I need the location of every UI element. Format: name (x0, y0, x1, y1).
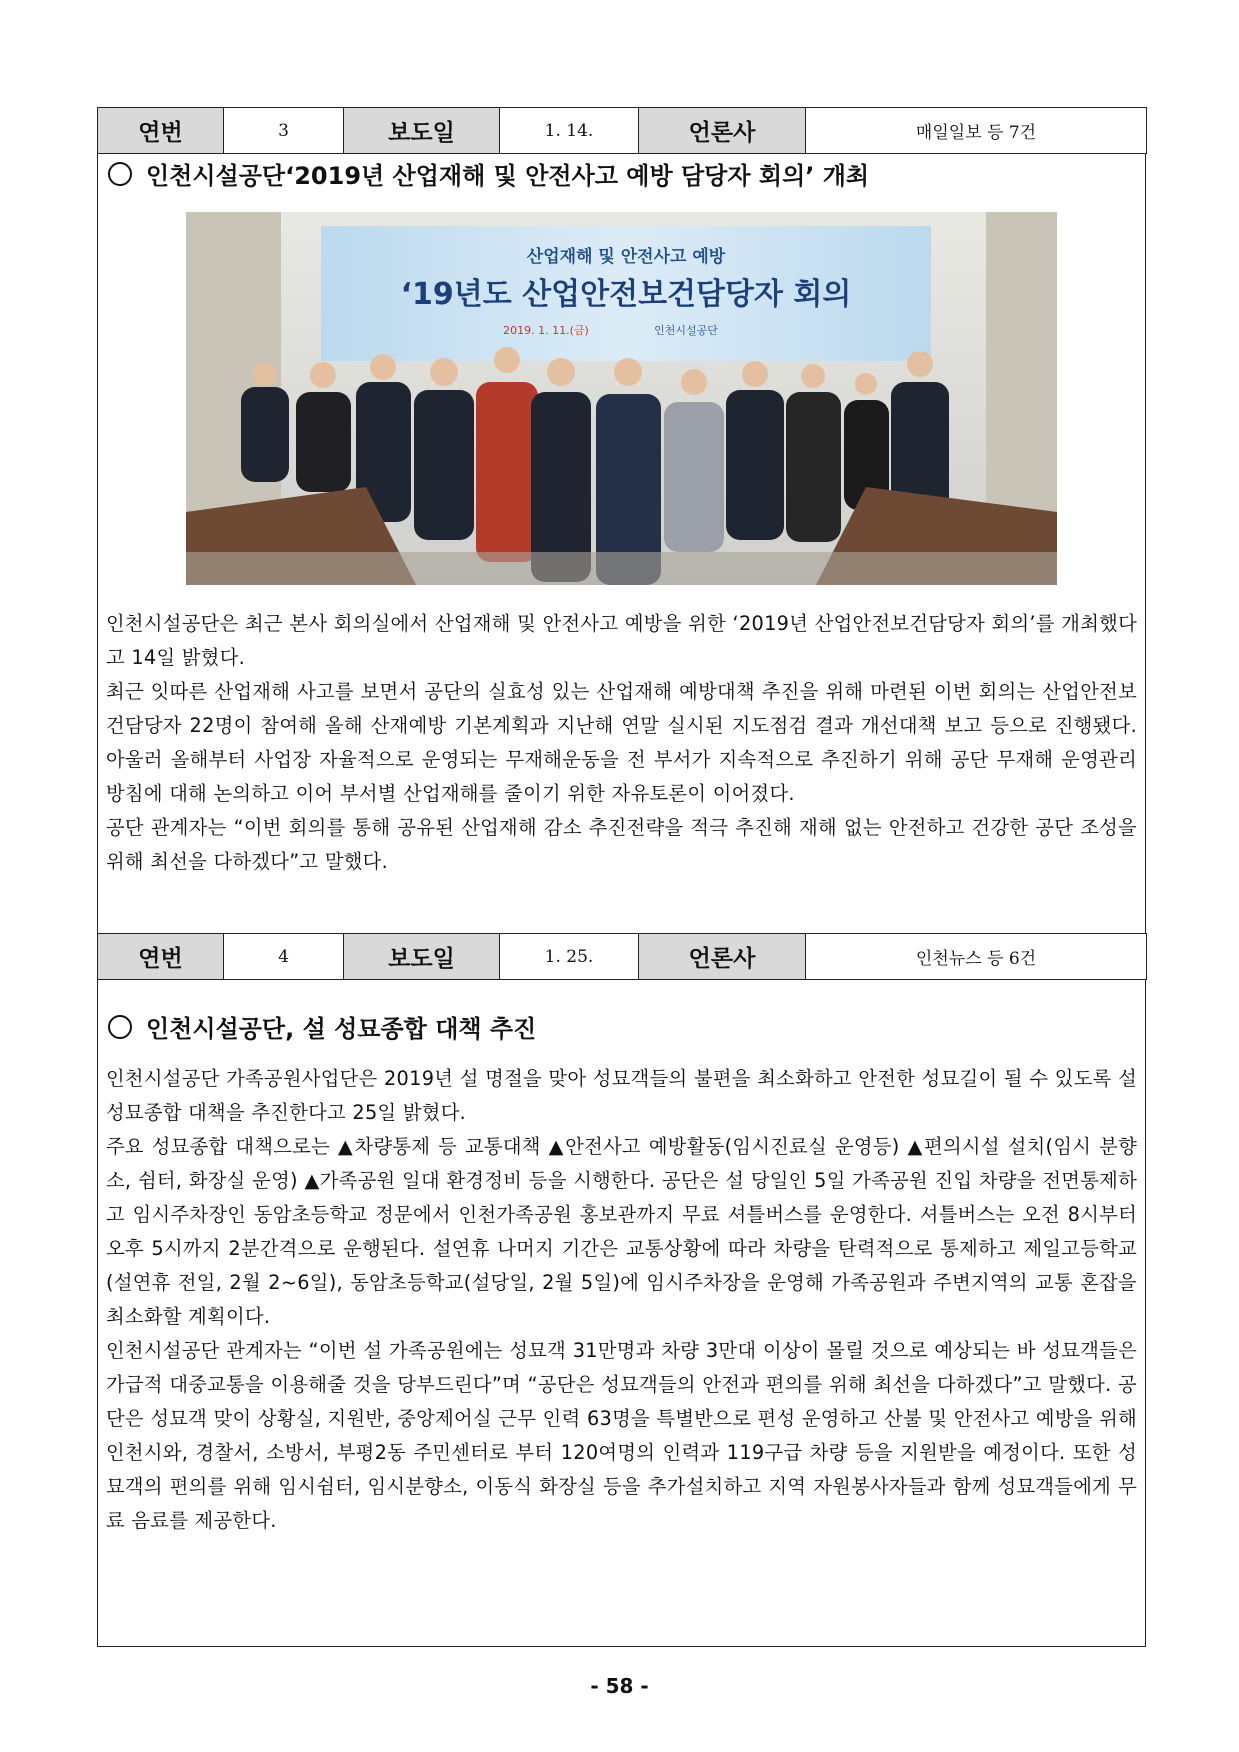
paragraph: 인천시설공단 가족공원사업단은 2019년 설 명절을 맞아 성묘객들의 불편을 최소화하고 안전한 성묘길이 될 수 있도록 설 성묘종합 대책을 추진한다고 25일 밝혔다. (106, 1066, 1137, 1124)
article-4-header-table (97, 933, 1147, 980)
press-report-page (97, 107, 1146, 1647)
article-4-body (106, 1062, 1137, 1538)
report-date-label: 보도일 (344, 934, 500, 980)
article-title-text: 인천시설공단, 설 성묘종합 대책 추진 (146, 1015, 537, 1043)
serial-label: 연번 (98, 934, 224, 980)
media-value: 인천뉴스 등 6건 (806, 934, 1147, 980)
serial-label: 연번 (98, 108, 224, 154)
media-label: 언론사 (639, 934, 806, 980)
circle-bullet-icon (108, 1015, 132, 1039)
page-number: - 58 - (590, 1674, 649, 1698)
serial-value: 3 (224, 108, 344, 154)
article-title (106, 980, 1137, 1044)
paragraph: 최근 잇따른 산업재해 사고를 보면서 공단의 실효성 있는 산업재해 예방대책 추진을 위해 마련된 이번 회의는 산업안전보건담당자 22명이 참여해 올해 산재예방 기본계획과 지난해 연말 실시된 지도점검 결과 개선대책 보고 등으로 진행됐다. 아울러 올해부터 사업장 자율적으로 운영되는 무재해운동을 전 부서가 지속적으로 추진하기 위해 공단 무재해 운영관리 방침에 대해 논의하고 이어 부서별 산업재해를 줄이기 위한 자유토론이 이어졌다. (106, 679, 1137, 805)
group-photo-illustration (186, 212, 1057, 585)
article-3-header-table (97, 107, 1147, 154)
banner-org: 인천시설공단 (654, 323, 718, 337)
media-value: 매일일보 등 7건 (806, 108, 1147, 154)
meeting-photo (186, 212, 1057, 585)
article-4-section (97, 980, 1146, 1647)
paragraph: 주요 성묘종합 대책으로는 ▲차량통제 등 교통대책 ▲안전사고 예방활동(임시진료실 운영등) ▲편의시설 설치(임시 분향소, 쉼터, 화장실 운영) ▲가족공원 일대 환경정비 등을 시행한다. 공단은 설 당일인 5일 가족공원 진입 차량을 전면통제하고 임시주차장인 동암초등학교 정문에서 인천가족공원 홍보관까지 무료 셔틀버스를 운영한다. 셔틀버스는 오전 8시부터 오후 5시까지 2분간격으로 운행된다. 설연휴 나머지 기간은 교통상황에 따라 차량을 탄력적으로 통제하고 제일고등학교(설연휴 전일, 2월 2~6일), 동암초등학교(설당일, 2월 5일)에 임시주차장을 운영해 가족공원과 주변지역의 교통 혼잡을 최소화할 계획이다. (106, 1134, 1137, 1328)
banner-line-1: 산업재해 및 안전사고 예방 (526, 246, 726, 267)
paragraph: 인천시설공단 관계자는 “이번 설 가족공원에는 성묘객 31만명과 차량 3만대 이상이 몰릴 것으로 예상되는 바 성묘객들은 가급적 대중교통을 이용해줄 것을 당부드린다”며 “공단은 성묘객들의 안전과 편의를 위해 최선을 다하겠다”고 말했다. 공단은 성묘객 맞이 상황실, 지원반, 중앙제어실 근무 인력 63명을 특별반으로 편성 운영하고 산불 및 안전사고 예방을 위해 인천시와, 경찰서, 소방서, 부평2동 주민센터로 부터 120여명의 인력과 119구급 차량 등을 지원받을 예정이다. 또한 성묘객의 편의를 위해 임시쉼터, 임시분향소, 이동식 화장실 등을 추가설치하고 지역 자원봉사자들과 함께 성묘객들에게 무료 음료를 제공한다. (106, 1338, 1137, 1532)
serial-value: 4 (224, 934, 344, 980)
paragraph: 공단 관계자는 “이번 회의를 통해 공유된 산업재해 감소 추진전략을 적극 추진해 재해 없는 안전하고 건강한 공단 조성을 위해 최선을 다하겠다”고 말했다. (106, 815, 1137, 873)
report-date-value: 1. 25. (500, 934, 639, 980)
article-title (106, 154, 1137, 191)
article-title-text: 인천시설공단‘2019년 산업재해 및 안전사고 예방 담당자 회의’ 개최 (146, 162, 870, 190)
banner-date: 2019. 1. 11.(금) (503, 323, 589, 337)
report-date-value: 1. 14. (500, 108, 639, 154)
report-date-label: 보도일 (344, 108, 500, 154)
circle-bullet-icon (108, 162, 132, 186)
media-label: 언론사 (639, 108, 806, 154)
article-3-section (97, 154, 1146, 933)
article-3-body (106, 607, 1137, 879)
banner-line-2: ‘19년도 산업안전보건담당자 회의 (400, 276, 852, 312)
paragraph: 인천시설공단은 최근 본사 회의실에서 산업재해 및 안전사고 예방을 위한 ‘2019년 산업안전보건담당자 회의’를 개최했다고 14일 밝혔다. (106, 611, 1137, 669)
